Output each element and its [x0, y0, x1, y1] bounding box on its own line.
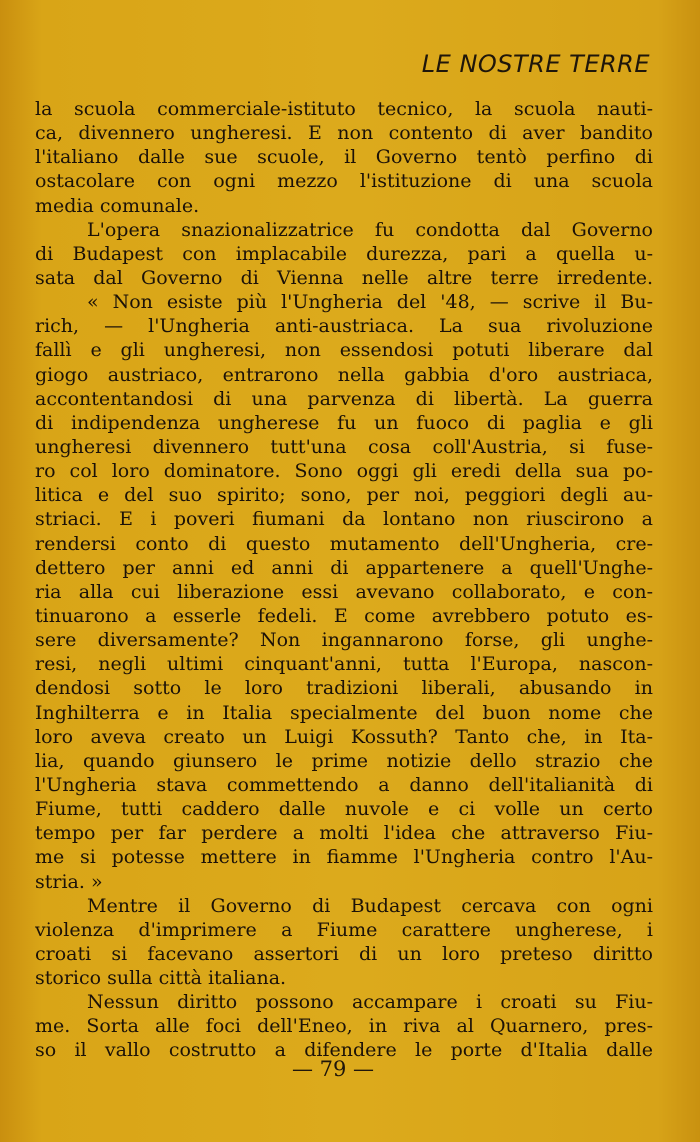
text-line: stria. »	[35, 870, 103, 893]
text-line: loro aveva creato un Luigi Kossuth? Tanto che, in Ita-	[35, 725, 653, 748]
text-line: sere diversamente? Non ingannarono forse, gli unghe-	[35, 629, 653, 652]
text-line: ca, divennero ungheresi. E non contento di aver bandito	[35, 122, 653, 145]
running-title: LE NOSTRE TERRE	[421, 50, 650, 78]
text-line: so il vallo costrutto a difendere le porte d'Italia dalle	[35, 1039, 653, 1062]
text-line: croati si facevano assertori di un loro preteso diritto	[35, 942, 653, 965]
text-line: litica e del suo spirito; sono, per noi, peggiori degli au-	[35, 484, 653, 507]
text-line: me si potesse mettere in fiamme l'Ungheria contro l'Au-	[35, 846, 653, 869]
text-line: ostacolare con ogni mezzo l'istituzione di una scuola	[35, 170, 653, 193]
text-line: striaci. E i poveri fiumani da lontano non riuscirono a	[35, 508, 653, 531]
text-line: me. Sorta alle foci dell'Eneo, in riva al Quarnero, pres-	[35, 1015, 653, 1038]
page-number: — 79 —	[291, 1057, 375, 1081]
text-line: giogo austriaco, entrarono nella gabbia d'oro austriaca,	[35, 363, 653, 386]
text-line: lia, quando giunsero le prime notizie dello strazio che	[35, 749, 653, 772]
text-line: l'italiano dalle sue scuole, il Governo tentò perfino di	[35, 146, 653, 169]
text-line: storico sulla città italiana.	[35, 967, 287, 990]
text-line: l'Ungheria stava commettendo a danno dell'italianità di	[35, 773, 653, 796]
text-line: rendersi conto di questo mutamento dell'Ungheria, cre-	[35, 532, 653, 555]
text-line: media comunale.	[35, 194, 200, 217]
text-line: la scuola commerciale-istituto tecnico, la scuola nauti-	[35, 98, 653, 120]
text-line: dettero per anni ed anni di appartenere a quell'Unghe-	[35, 556, 653, 579]
text-line: dendosi sotto le loro tradizioni liberali, abusando in	[35, 677, 653, 700]
text-line: « Non esiste più l'Ungheria del '48, — scrive il Bu-	[87, 291, 653, 314]
text-line: violenza d'imprimere a Fiume carattere ungherese, i	[35, 918, 653, 941]
text-line: accontentandosi di una parvenza di libertà. La guerra	[35, 387, 653, 410]
text-line: Nessun diritto possono accampare i croati su Fiu-	[87, 991, 653, 1014]
text-line: L'opera snazionalizzatrice fu condotta dal Governo	[87, 218, 653, 241]
text-line: di indipendenza ungherese fu un fuoco di paglia e gli	[35, 411, 653, 434]
text-line: tinuarono a esserle fedeli. E come avrebbero potuto es-	[35, 604, 653, 627]
text-line: Fiume, tutti caddero dalle nuvole e ci volle un certo	[35, 798, 653, 821]
text-line: di Budapest con implacabile durezza, pari a quella u-	[35, 242, 653, 265]
text-line: rich, — l'Ungheria anti-austriaca. La sua rivoluzione	[35, 315, 653, 338]
text-line: Mentre il Governo di Budapest cercava con ogni	[87, 894, 653, 917]
text-line: Inghilterra e in Italia specialmente del buon nome che	[35, 701, 653, 724]
text-line: sata dal Governo di Vienna nelle altre terre irredente.	[35, 266, 653, 289]
body-text	[35, 97, 653, 1063]
text-line: resi, negli ultimi cinquant'anni, tutta l'Europa, nascon-	[35, 653, 653, 676]
text-line: ungheresi divennero tutt'una cosa coll'Austria, si fuse-	[35, 435, 653, 458]
text-line: tempo per far perdere a molti l'idea che attraverso Fiu-	[35, 822, 653, 845]
text-line: fallì e gli ungheresi, non essendosi potuti liberare dal	[35, 339, 653, 362]
text-line: ro col loro dominatore. Sono oggi gli eredi della sua po-	[35, 460, 653, 483]
text-line: ria alla cui liberazione essi avevano collaborato, e con-	[35, 580, 653, 603]
